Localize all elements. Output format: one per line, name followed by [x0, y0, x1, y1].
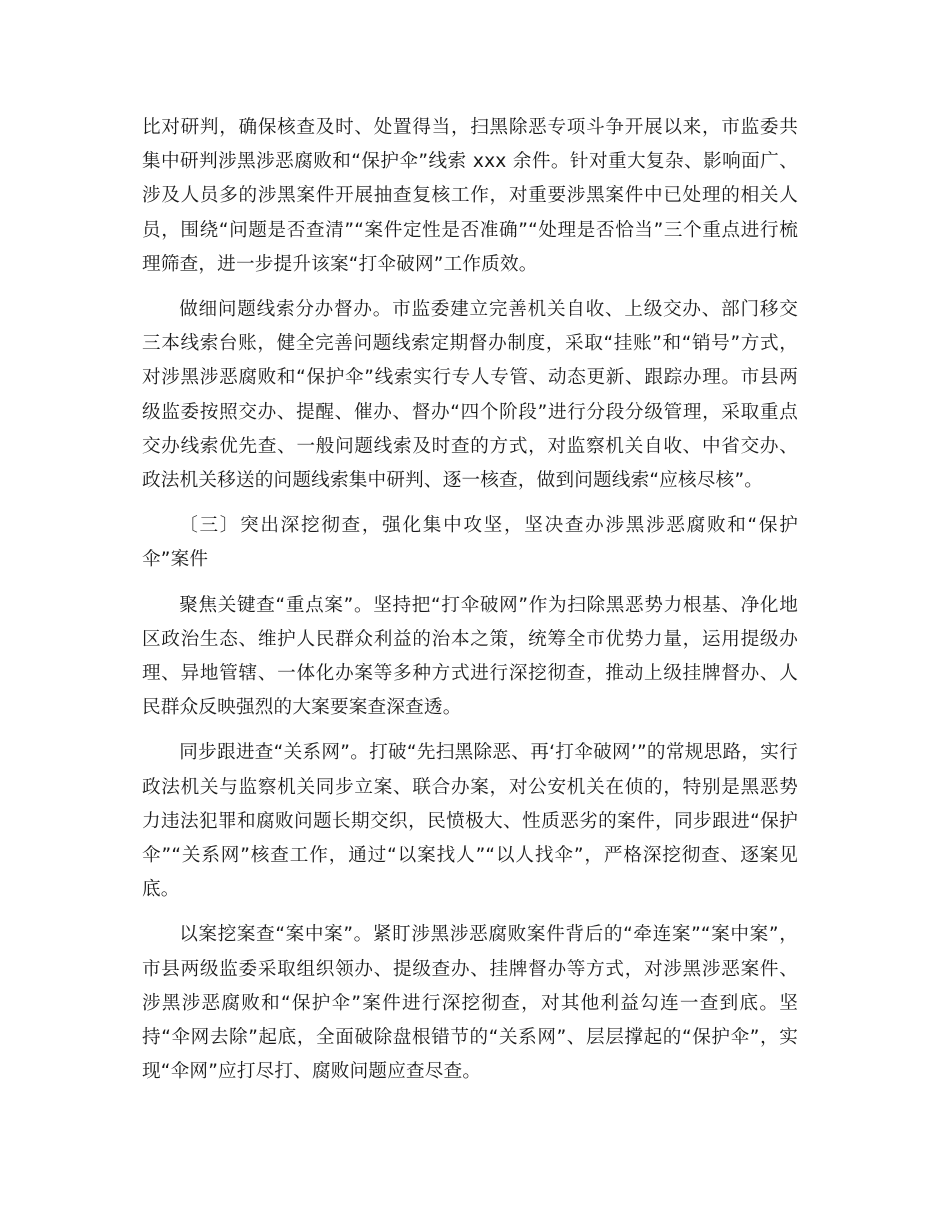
paragraph-clue-supervision: 做细问题线索分办督办。市监委建立完善机关自收、上级交办、部门移交三本线索台账，健全完善问题线索定期督办制度，采取“挂账”和“销号”方式，对涉黑涉恶腐败和“保护伞”线索实行专人专管、动态更新、跟踪办理。市县两级监委按照交办、提醒、催办、督办“四个阶段”进行分段分级管理，采取重点交办线索优先查、一般问题线索及时查的方式，对监察机关自收、中省交办、政法机关移送的问题线索集中研判、逐一核查，做到问题线索“应核尽核”。 [142, 299, 798, 492]
paragraph-key-cases: 聚焦关键查“重点案”。坚持把“打伞破网”作为扫除黑恶势力根基、净化地区政治生态、维护人民群众利益的治本之策，统筹全市优势力量，运用提级办理、异地管辖、一体化办案等多种方式进行深挖彻查，推动上级挂牌督办、人民群众反映强烈的大案要案查深查透。 [142, 594, 798, 719]
paragraph-relationship-network: 同步跟进查“关系网”。打破“先扫黑除恶、再‘打伞破网’”的常规思路，实行政法机关与监察机关同步立案、联合办案，对公安机关在侦的，特别是黑恶势力违法犯罪和腐败问题长期交织，民愤极大、性质恶劣的案件，同步跟进“保护伞”“关系网”核查工作，通过“以案找人”“以人找伞”，严格深挖彻查、逐案见底。 [142, 742, 798, 901]
document-body [142, 111, 798, 1089]
paragraph-case-within-case: 以案挖案查“案中案”。紧盯涉黑涉恶腐败案件背后的“牵连案”“案中案”，市县两级监委采取组织领办、提级查办、挂牌督办等方式，对涉黑涉恶案件、涉黑涉恶腐败和“保护伞”案件进行深挖彻查，对其他利益勾连一查到底。坚持“伞网去除”起底，全面破除盘根错节的“关系网”、层层撑起的“保护伞”，实现“伞网”应打尽打、腐败问题应查尽查。 [142, 924, 798, 1083]
paragraph-continuation: 比对研判，确保核查及时、处置得当，扫黑除恶专项斗争开展以来，市监委共集中研判涉黑涉恶腐败和“保护伞”线索 xxx 余件。针对重大复杂、影响面广、涉及人员多的涉黑案件开展抽查复核工作，对重要涉黑案件中已处理的相关人员，围绕“问题是否查清”“案件定性是否准确”“处理是否恰当”三个重点进行梳理筛查，进一步提升该案“打伞破网”工作质效。 [142, 117, 798, 275]
section-heading-three: 〔三〕突出深挖彻查，强化集中攻坚，坚决查办涉黑涉恶腐败和“保护伞”案件 [142, 515, 798, 571]
